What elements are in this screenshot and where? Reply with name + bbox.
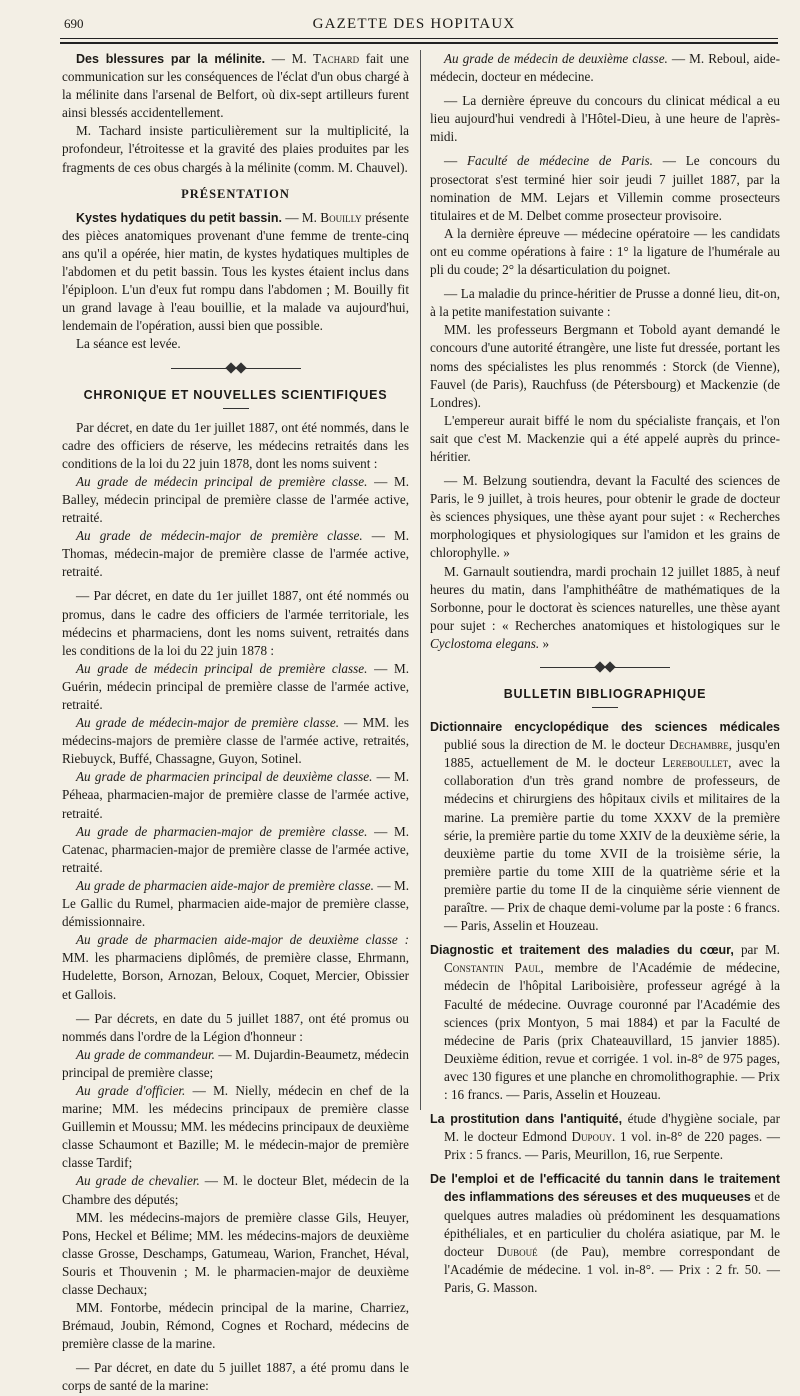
paragraph: Au grade de pharmacien aide-major de deuxième classe : MM. les pharmaciens diplômés, de première classe, Ehrmann, Hudelette, Borson, Arnozan, Beloux, Coquet, Mercier, Obissier et Gallois. (62, 932, 409, 1002)
paragraph: Au grade de commandeur. — M. Dujardin-Beaumetz, médecin principal de première classe; (62, 1046, 409, 1080)
paragraph: A la dernière épreuve — médecine opératoire — les candidats ont eu comme opérations à faire : 1° la ligature de l'humérale au pli du coude; 2° la désarticulation du poignet. (430, 225, 780, 278)
paragraph-melinite: Des blessures par la mélinite. — M. Tachard fait une communication sur les conséquences de l'éclat d'un obus chargé à la mélinite dans l'arsenal de Belfort, où dix-sept artilleurs furent ainsi blessés accidentellement. (62, 51, 410, 121)
paragraph: MM. les médecins-majors de première classe Gils, Heuyer, Pons, Heckel et Bélime; MM. les médecins-majors de deuxième classe Grosse, Deschamps, Gatumeau, Warion, Franchet, Héval, Souris et Thouvenin ; M. le pharmacien-major de deuxième classe Dechaux; (62, 1209, 409, 1297)
paragraph: L'empereur aurait biffé le nom du spécialiste français, et l'on sait que c'est M. Mackenzie qui a été appelé auprès du prince-héritier. (430, 412, 780, 464)
bibliography-entry: De l'emploi et de l'efficacité du tannin dans le traitement des inflammations des séreuses et des muqueuses et de quelques autres maladies où prédominent les desquamations épithéliales, et en particulier du choléra asiatique, par M. le docteur Duboué (de Pau), membre correspondant de l'Académie de médecine. 1 vol. in-8°. — Prix : 2 fr. 50. — Paris, G. Masson. (430, 1172, 780, 1295)
section-divider-ornament (540, 663, 670, 673)
paragraph: Au grade de médecin-major de première classe. — M. Thomas, médecin-major de première classe de l'armée active, retraité. (62, 528, 410, 580)
paragraph: — Par décret, en date du 5 juillet 1887, a été promu dans le corps de santé de la marine: (62, 1360, 409, 1394)
section-heading-chronique: CHRONIQUE ET NOUVELLES SCIENTIFIQUES (83, 387, 388, 402)
paragraph: Par décret, en date du 1er juillet 1887, ont été nommés, dans le cadre des officiers de réserve, les médecins retraités dans les conditions de la loi du 22 juin 1878, dont les noms suivent : (62, 419, 409, 471)
right-column (430, 50, 780, 1297)
paragraph: — Faculté de médecine de Paris. — Le concours du prosectorat s'est terminé hier soir jeudi 7 juillet 1887, par la nomination de MM. Lejars et Villemin comme prosecteurs titulaires et de M. Delbet comme prosecteur provisoire. (430, 153, 781, 223)
paragraph: — La maladie du prince-héritier de Prusse a donné lieu, dit-on, à la petite manifestation suivante : (430, 286, 780, 320)
section-heading-presentation: PRÉSENTATION (181, 186, 290, 201)
bibliography-entry: La prostitution dans l'antiquité, étude d'hygiène sociale, par M. le docteur Edmond Dupouy. 1 vol. in-8° de 220 pages. — Prix : 5 francs. — Paris, Meurillon, 16, rue Serpente. (430, 1111, 781, 1163)
header-rule-thick (60, 42, 778, 44)
page-header (50, 14, 778, 40)
paragraph: M. Garnault soutiendra, mardi prochain 12 juillet 1885, à neuf heures du matin, dans l'amphithéâtre de mathématiques de la Sorbonne, pour le doctorat ès sciences naturelles, une thèse ayant pour sujet : « Recherches anatomiques et histologiques sur le Cyclostoma elegans. » (430, 563, 780, 651)
paragraph: M. Tachard insiste particulièrement sur la multiplicité, la profondeur, l'étroitesse et la gravité des plaies produites par les fragments de ces obus chargés à la mélinite (comm. M. Chauvel). (62, 123, 409, 175)
paragraph: MM. les professeurs Bergmann et Tobold ayant demandé le concours d'une autorité étrangère, une liste fut dressée, portant les noms des spécialistes les plus renommés : Storck (de Vienne), Fauvel (de Paris), Rauchfuss (de Pétersbourg) et Mackenzie (de Londres). (430, 322, 780, 410)
left-column (62, 50, 409, 1396)
paragraph: Au grade de médecin principal de première classe. — M. Balley, médecin principal de première classe de l'armée active, retraité. (62, 473, 410, 526)
paragraph: — M. Belzung soutiendra, devant la Faculté des sciences de Paris, le 9 juillet, à trois heures, pour obtenir le grade de docteur ès sciences physiques, une thèse ayant pour sujet : « Recherches morphologiques et physiologiques sur l'amidon et les grains de chlorophylle. » (430, 473, 780, 561)
paragraph-kystes: Kystes hydatiques du petit bassin. — M. Bouilly présente des pièces anatomiques provenant d'une femme de trente-cinq ans qu'il a opérée, hier matin, de kystes hydatiques multiples de l'abdomen et du petit bassin. Tous les kystes étaient inclus dans l'épiploon. L'un d'eux fut rompu dans l'abdomen ; M. Bouilly fit un grand lavage à l'eau bouillie, et la malade va aujourd'hui, lendemain de l'opération, aussi bien que possible. (62, 209, 410, 334)
paragraph: Au grade de pharmacien aide-major de première classe. — M. Le Gallic du Rumel, pharmacien aide-major de première classe, démissionnaire. (62, 877, 409, 930)
short-rule (592, 707, 618, 708)
column-divider (420, 50, 421, 1110)
paragraph: Au grade de médecin de deuxième classe. — M. Reboul, aide-médecin, docteur en médecine. (430, 51, 780, 85)
bibliography-entry: Dictionnaire encyclopédique des sciences médicales publié sous la direction de M. le docteur Dechambre, jusqu'en 1885, actuellement de M. le docteur Lereboullet, avec la collaboration d'un très grand nombre de professeurs, de médecins et chirurgiens des hôpitaux civils et militaires de la marine. La première partie du tome XXXV de la première série, la première partie du tome XXIV de la deuxième série, la deuxième partie du tome XVII de la troisième série, la première partie du tome XIII de la quatrième série et la première partie du tome II de la cinquième série viennent de paraître. — Prix de chaque demi-volume par la poste : 6 francs. — Paris, Asselin et Houzeau. (430, 720, 780, 934)
running-title: GAZETTE DES HOPITAUX (312, 16, 516, 32)
paragraph: — Par décrets, en date du 5 juillet 1887, ont été promus ou nommés dans l'ordre de la Légion d'honneur : (62, 1010, 409, 1044)
header-rule-thin (60, 38, 778, 39)
paragraph: La séance est levée. (76, 336, 181, 352)
section-heading-bulletin: BULLETIN BIBLIOGRAPHIQUE (503, 687, 707, 701)
paragraph: MM. Fontorbe, médecin principal de la marine, Charriez, Brémaud, Joubin, Rémond, Cognes et Rochard, médecins de première classe de la marine. (62, 1300, 409, 1352)
paragraph: Au grade d'officier. — M. Nielly, médecin en chef de la marine; MM. les médecins principaux de première classe Guillemin et Moussu; MM. les médecins principaux de deuxième classe Schaumont et Bazille; M. le médecin-major de première classe Tardif; (62, 1082, 409, 1171)
bibliography-entry: Diagnostic et traitement des maladies du cœur, par M. Constantin Paul, membre de l'Académie de médecine, médecin de l'hôpital Lariboisière, professeur agrégé à la Faculté de médecine. Ouvrage couronné par l'Académie des sciences (prix Montyon, 5 mai 1884) et par la Faculté de médecine de Paris (prix Chateauvillard, 15 janvier 1885). Deuxième édition, revue et corrigée. 1 vol. in-8° de 975 pages, avec 130 figures et une planche en chromolithographie. — Prix : 16 francs. — Paris, Asselin et Houzeau. (430, 942, 780, 1102)
section-divider-ornament (171, 364, 301, 374)
paragraph: Au grade de chevalier. — M. le docteur Blet, médecin de la Chambre des députés; (62, 1173, 409, 1207)
paragraph: Au grade de médecin-major de première classe. — MM. les médecins-majors de première classe de l'armée active, retraités, Riebuyck, Buffé, Chassagne, Guyon, Sotinel. (62, 715, 410, 767)
page-number: 690 (64, 16, 84, 31)
paragraph: Au grade de pharmacien-major de première classe. — M. Catenac, pharmacien-major de première classe de l'armée active, retraité. (62, 823, 409, 875)
paragraph: Au grade de médecin principal de première classe. — M. Guérin, médecin principal de première classe de l'armée active, retraité. (62, 660, 410, 712)
paragraph: Au grade de pharmacien principal de deuxième classe. — M. Péheaa, pharmacien-major de première classe de l'armée active, retraité. (62, 769, 409, 821)
paragraph: — Par décret, en date du 1er juillet 1887, ont été nommés ou promus, dans le cadre des officiers de l'armée territoriale, les médecins et pharmaciens, dont les noms suivent, retraités dans les conditions de la loi du 22 juin 1878 : (62, 588, 409, 658)
short-rule (223, 408, 249, 409)
paragraph: — La dernière épreuve du concours du clinicat médical a eu lieu aujourd'hui vendredi à l'Hôtel-Dieu, à une heure de l'après-midi. (430, 93, 780, 145)
